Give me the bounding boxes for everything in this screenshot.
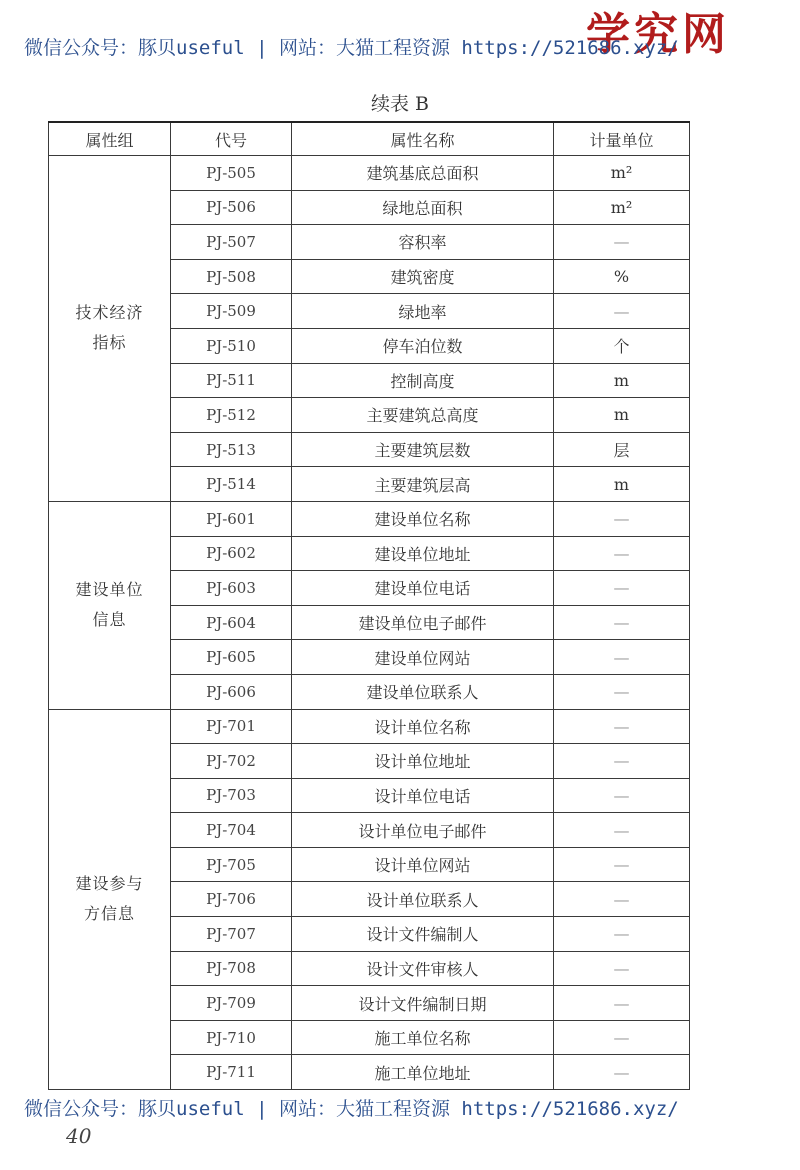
unit-cell: — bbox=[554, 605, 690, 640]
unit-cell: — bbox=[554, 674, 690, 709]
header-unit: 计量单位 bbox=[554, 122, 690, 156]
code-cell: PJ-509 bbox=[171, 294, 292, 329]
code-cell: PJ-513 bbox=[171, 432, 292, 467]
name-cell: 设计单位联系人 bbox=[292, 882, 554, 917]
name-cell: 停车泊位数 bbox=[292, 328, 554, 363]
unit-cell: — bbox=[554, 778, 690, 813]
name-cell: 建设单位地址 bbox=[292, 536, 554, 571]
unit-cell: 个 bbox=[554, 328, 690, 363]
page-number: 40 bbox=[66, 1124, 92, 1148]
group-label bbox=[49, 156, 171, 502]
code-cell: PJ-507 bbox=[171, 225, 292, 260]
unit-cell: m bbox=[554, 363, 690, 398]
name-cell: 设计单位网站 bbox=[292, 847, 554, 882]
unit-cell: m² bbox=[554, 156, 690, 191]
name-cell: 主要建筑层数 bbox=[292, 432, 554, 467]
name-cell: 建设单位电话 bbox=[292, 571, 554, 606]
code-cell: PJ-702 bbox=[171, 744, 292, 779]
bottom-banner: 微信公众号：豚贝useful | 网站：大猫工程资源 https://521686.xyz/ bbox=[24, 1098, 679, 1120]
watermark-logo: 学究网 bbox=[586, 9, 730, 60]
unit-cell: — bbox=[554, 294, 690, 329]
unit-cell: — bbox=[554, 571, 690, 606]
group-label-line1: 建设单位 bbox=[75, 580, 144, 600]
name-cell: 建筑基底总面积 bbox=[292, 156, 554, 191]
table-caption: 续表 B bbox=[370, 93, 429, 115]
name-cell: 建设单位联系人 bbox=[292, 674, 554, 709]
code-cell: PJ-704 bbox=[171, 813, 292, 848]
name-cell: 设计文件编制人 bbox=[292, 917, 554, 952]
name-cell: 主要建筑总高度 bbox=[292, 398, 554, 433]
unit-cell: — bbox=[554, 951, 690, 986]
name-cell: 建设单位电子邮件 bbox=[292, 605, 554, 640]
name-cell: 控制高度 bbox=[292, 363, 554, 398]
table-row bbox=[49, 709, 690, 744]
code-cell: PJ-508 bbox=[171, 259, 292, 294]
name-cell: 设计单位电话 bbox=[292, 778, 554, 813]
unit-cell: — bbox=[554, 986, 690, 1021]
header-group: 属性组 bbox=[49, 122, 171, 156]
unit-cell: % bbox=[554, 259, 690, 294]
name-cell: 施工单位名称 bbox=[292, 1020, 554, 1055]
code-cell: PJ-514 bbox=[171, 467, 292, 502]
name-cell: 设计单位名称 bbox=[292, 709, 554, 744]
code-cell: PJ-603 bbox=[171, 571, 292, 606]
name-cell: 主要建筑层高 bbox=[292, 467, 554, 502]
attribute-table bbox=[48, 121, 690, 1090]
code-cell: PJ-709 bbox=[171, 986, 292, 1021]
table-body bbox=[49, 156, 690, 1090]
name-cell: 建设单位网站 bbox=[292, 640, 554, 675]
name-cell: 设计单位地址 bbox=[292, 744, 554, 779]
code-cell: PJ-708 bbox=[171, 951, 292, 986]
unit-cell: — bbox=[554, 744, 690, 779]
unit-cell: — bbox=[554, 640, 690, 675]
code-cell: PJ-510 bbox=[171, 328, 292, 363]
unit-cell: — bbox=[554, 225, 690, 260]
code-cell: PJ-705 bbox=[171, 847, 292, 882]
code-cell: PJ-701 bbox=[171, 709, 292, 744]
code-cell: PJ-505 bbox=[171, 156, 292, 191]
unit-cell: — bbox=[554, 709, 690, 744]
header-name: 属性名称 bbox=[292, 122, 554, 156]
unit-cell: m bbox=[554, 398, 690, 433]
group-label bbox=[49, 709, 171, 1090]
header-code: 代号 bbox=[171, 122, 292, 156]
unit-cell: — bbox=[554, 501, 690, 536]
name-cell: 建设单位名称 bbox=[292, 501, 554, 536]
group-label bbox=[49, 501, 171, 709]
code-cell: PJ-703 bbox=[171, 778, 292, 813]
name-cell: 设计文件编制日期 bbox=[292, 986, 554, 1021]
group-label-line1: 技术经济 bbox=[75, 303, 144, 323]
code-cell: PJ-706 bbox=[171, 882, 292, 917]
group-label-line2: 信息 bbox=[92, 610, 127, 630]
code-cell: PJ-710 bbox=[171, 1020, 292, 1055]
code-cell: PJ-601 bbox=[171, 501, 292, 536]
name-cell: 绿地率 bbox=[292, 294, 554, 329]
unit-cell: — bbox=[554, 536, 690, 571]
code-cell: PJ-506 bbox=[171, 190, 292, 225]
group-label-line2: 方信息 bbox=[83, 904, 135, 924]
table-row bbox=[49, 156, 690, 191]
code-cell: PJ-606 bbox=[171, 674, 292, 709]
top-banner: 微信公众号：豚贝useful | 网站：大猫工程资源 https://521686.xyz/ bbox=[24, 37, 679, 59]
code-cell: PJ-511 bbox=[171, 363, 292, 398]
unit-cell: — bbox=[554, 882, 690, 917]
unit-cell: — bbox=[554, 1020, 690, 1055]
unit-cell: — bbox=[554, 917, 690, 952]
code-cell: PJ-604 bbox=[171, 605, 292, 640]
group-label-line1: 建设参与 bbox=[75, 874, 144, 894]
unit-cell: 层 bbox=[554, 432, 690, 467]
code-cell: PJ-512 bbox=[171, 398, 292, 433]
header-row bbox=[49, 122, 690, 156]
name-cell: 设计单位电子邮件 bbox=[292, 813, 554, 848]
name-cell: 设计文件审核人 bbox=[292, 951, 554, 986]
group-label-line2: 指标 bbox=[92, 333, 127, 353]
table-row bbox=[49, 501, 690, 536]
unit-cell: — bbox=[554, 813, 690, 848]
unit-cell: — bbox=[554, 847, 690, 882]
name-cell: 建筑密度 bbox=[292, 259, 554, 294]
code-cell: PJ-711 bbox=[171, 1055, 292, 1090]
name-cell: 绿地总面积 bbox=[292, 190, 554, 225]
name-cell: 容积率 bbox=[292, 225, 554, 260]
name-cell: 施工单位地址 bbox=[292, 1055, 554, 1090]
code-cell: PJ-602 bbox=[171, 536, 292, 571]
code-cell: PJ-605 bbox=[171, 640, 292, 675]
unit-cell: m² bbox=[554, 190, 690, 225]
unit-cell: m bbox=[554, 467, 690, 502]
code-cell: PJ-707 bbox=[171, 917, 292, 952]
unit-cell: — bbox=[554, 1055, 690, 1090]
